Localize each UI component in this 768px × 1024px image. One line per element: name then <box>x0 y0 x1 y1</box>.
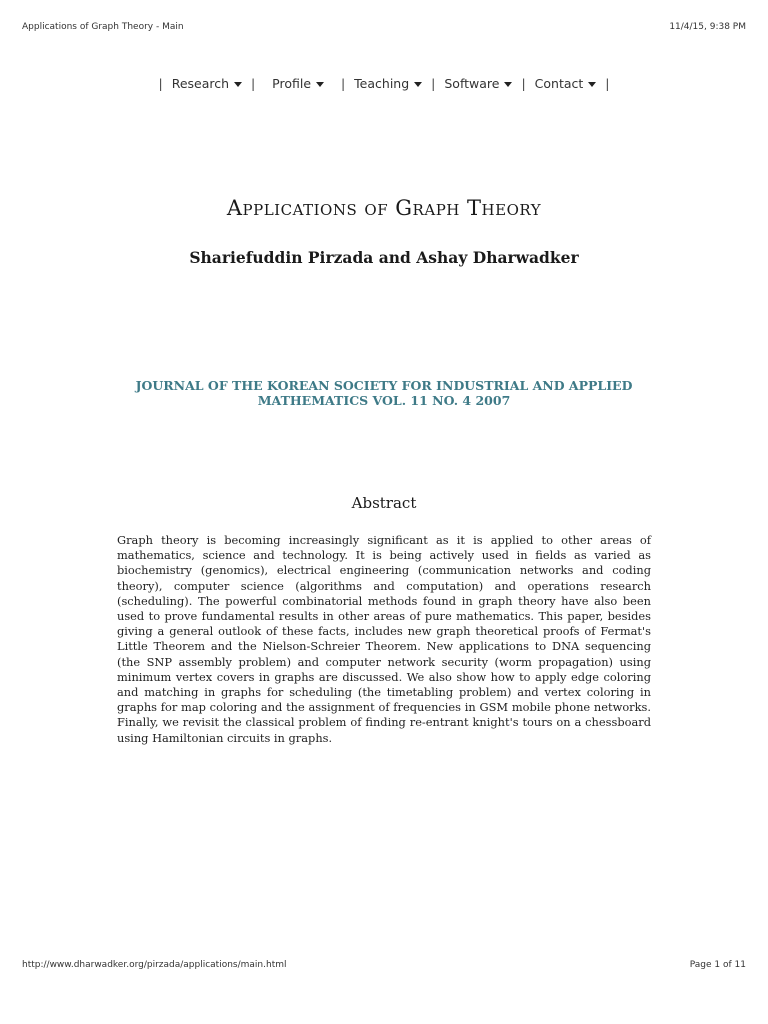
nav-item-label: Research <box>171 76 230 91</box>
print-footer-url: http://www.dharwadker.org/pirzada/applications/main.html <box>22 960 287 970</box>
print-footer-page: Page 1 of 11 <box>689 960 746 970</box>
page-title: Applications of Graph Theory <box>226 196 542 220</box>
caret-down-icon <box>588 82 596 87</box>
nav-separator: | <box>158 76 163 91</box>
nav-separator: | <box>431 76 436 91</box>
nav-item-teaching[interactable] <box>354 76 422 91</box>
abstract-text: Graph theory is becoming increasingly significant as it is applied to other areas of mathematics, science and technology. It is being actively used in fields as varied as biochemistry (genomics), electrical engineering (communication networks and coding theory), computer science (algorithms and computation) and operations research (scheduling). The powerful combinatorial methods found in graph theory have also been used to prove fundamental results in other areas of pure mathematics. This paper, besides giving a general outlook of these facts, includes new graph theoretical proofs of Fermat's Little Theorem and the Nielson-Schreier Theorem. New applications to DNA sequencing (the SNP assembly problem) and computer network security (worm propagation) using minimum vertex covers in graphs are discussed. We also show how to apply edge coloring and matching in graphs for scheduling (the timetabling problem) and vertex coloring in graphs for map coloring and the assignment of frequencies in GSM mobile phone networks. Finally, we revisit the classical problem of finding re-entrant knight's tours on a chessboard using Hamiltonian circuits in graphs. <box>117 533 651 745</box>
nav-item-label: Contact <box>534 76 584 91</box>
caret-down-icon <box>414 82 422 87</box>
print-header-title: Applications of Graph Theory - Main <box>22 22 184 32</box>
authors: Shariefuddin Pirzada and Ashay Dharwadker <box>189 248 579 267</box>
abstract-heading: Abstract <box>351 494 417 512</box>
nav-item-label: Profile <box>272 76 312 91</box>
journal-citation: JOURNAL OF THE KOREAN SOCIETY FOR INDUSTRIAL AND APPLIED MATHEMATICS VOL. 11 NO. 4 2007 <box>135 378 633 408</box>
print-header-datetime: 11/4/15, 9:38 PM <box>669 22 746 32</box>
nav-separator: | <box>605 76 610 91</box>
caret-down-icon <box>234 82 242 87</box>
caret-down-icon <box>504 82 512 87</box>
nav-item-research[interactable] <box>172 76 242 91</box>
nav-item-profile[interactable] <box>272 76 324 91</box>
top-navigation <box>0 76 768 91</box>
nav-item-software[interactable] <box>444 76 512 91</box>
nav-separator: | <box>340 76 346 91</box>
nav-item-label: Software <box>444 76 500 91</box>
nav-separator: | <box>521 76 526 91</box>
caret-down-icon <box>316 82 324 87</box>
nav-item-contact[interactable] <box>535 76 597 91</box>
nav-separator: | <box>251 76 256 91</box>
nav-item-label: Teaching <box>354 76 410 91</box>
